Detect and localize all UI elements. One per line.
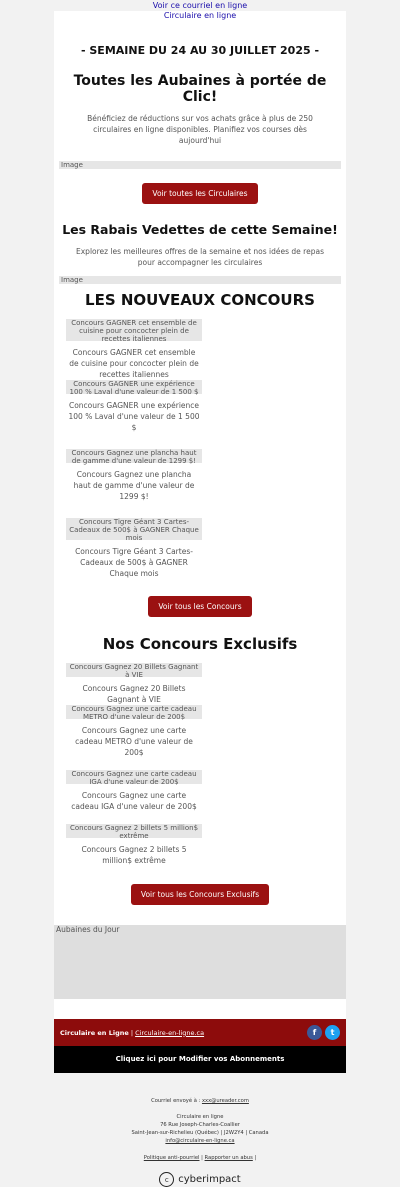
exclusif-text: Concours Gagnez une carte cadeau METRO d'une valeur de 200$ xyxy=(75,726,193,757)
intro-text: Bénéficiez de réductions sur vos achats grâce à plus de 250 circulaires en ligne disponibles. Planifiez vos courses dès aujourd'hui xyxy=(87,114,313,145)
exclusifs-title: Nos Concours Exclusifs xyxy=(102,635,298,653)
concours-item[interactable] xyxy=(66,518,202,579)
view-exclusifs-button[interactable]: Voir tous les Concours Exclusifs xyxy=(131,884,269,905)
exclusif-text: Concours Gagnez 2 billets 5 million$ extrême xyxy=(81,845,187,865)
company-name: Circulaire en ligne xyxy=(176,1114,224,1120)
footer-brand: Circulaire en Ligne xyxy=(60,1028,129,1037)
view-concours-button[interactable]: Voir tous les Concours xyxy=(148,596,251,617)
aubaines-image[interactable]: Aubaines du Jour xyxy=(54,925,346,999)
sent-to-line: Courriel envoyé à : xxx@ureader.com xyxy=(151,1098,249,1104)
view-online-link[interactable]: Voir ce courriel en ligne xyxy=(152,1,248,10)
sent-to-email[interactable]: xxx@ureader.com xyxy=(201,1098,249,1104)
main-title: Toutes les Aubaines à portée de Clic! xyxy=(73,73,327,105)
concours-image[interactable]: Concours GAGNER cet ensemble de cuisine pour concocter plein de recettes italiennes xyxy=(66,319,202,341)
concours-image[interactable]: Concours Tigre Géant 3 Cartes-Cadeaux de 500$ à GAGNER Chaque mois xyxy=(66,518,202,540)
concours-image[interactable]: Concours Gagnez une plancha haut de gamme d'une valeur de 1299 $! xyxy=(66,449,202,463)
logo[interactable]: Circulaire en ligne xyxy=(163,11,237,20)
exclusif-item[interactable] xyxy=(66,705,202,758)
view-circulars-button[interactable]: Voir toutes les Circulaires xyxy=(142,183,257,204)
top-bar xyxy=(0,0,400,11)
exclusif-text: Concours Gagnez une carte cadeau IGA d'une valeur de 200$ xyxy=(71,791,197,811)
concours-text: Concours GAGNER cet ensemble de cuisine pour concocter plein de recettes italiennes xyxy=(69,348,199,379)
legal-footer xyxy=(0,1097,400,1187)
exclusifs-grid xyxy=(54,663,346,866)
manage-subscriptions-link[interactable]: Cliquez ici pour Modifier vos Abonnements xyxy=(54,1046,346,1073)
legal-links: Politique anti-pourriel | Rapporter un abus | xyxy=(143,1155,257,1161)
concours-grid xyxy=(54,319,346,579)
concours-text: Concours GAGNER une expérience 100 % Laval d'une valeur de 1 500 $ xyxy=(68,401,200,432)
cyberimpact-logo[interactable] xyxy=(0,1172,400,1187)
exclusif-image[interactable]: Concours Gagnez une carte cadeau METRO d'une valeur de 200$ xyxy=(66,705,202,719)
rabais-title: Les Rabais Vedettes de cette Semaine! xyxy=(62,222,338,237)
report-link[interactable]: Rapporter un abus xyxy=(204,1155,253,1161)
concours-item[interactable] xyxy=(66,380,202,433)
concours-text: Concours Gagnez une plancha haut de gamme d'une valeur de 1299 $! xyxy=(73,470,195,501)
policy-link[interactable]: Politique anti-pourriel xyxy=(143,1155,200,1161)
company-city: Saint-Jean-sur-Richelieu (Québec) | J2W2Y4 | Canada xyxy=(131,1130,269,1136)
footer-brand-bar xyxy=(54,1019,346,1046)
rabais-text: Explorez les meilleures offres de la semaine et nos idées de repas pour accompagner les circulaires xyxy=(76,247,324,267)
company-street: 76 Rue Joseph-Charles-Coallier xyxy=(160,1122,240,1128)
concours-text: Concours Tigre Géant 3 Cartes-Cadeaux de 500$ à GAGNER Chaque mois xyxy=(75,547,193,578)
exclusif-text: Concours Gagnez 20 Billets Gagnant à VIE xyxy=(82,684,186,704)
footer-site-link[interactable]: Circulaire-en-ligne.ca xyxy=(135,1028,205,1037)
social-icons xyxy=(307,1025,340,1040)
footer-separator: | xyxy=(128,1028,136,1037)
concours-image[interactable]: Concours GAGNER une expérience 100 % Laval d'une valeur de 1 500 $ xyxy=(66,380,202,394)
concours-item[interactable] xyxy=(66,319,202,380)
concours-item[interactable] xyxy=(66,449,202,502)
cyberimpact-wordmark: cyberimpact xyxy=(178,1173,241,1185)
exclusif-item[interactable] xyxy=(66,770,202,812)
week-heading: - SEMAINE DU 24 AU 30 JUILLET 2025 - xyxy=(80,44,320,57)
company-email[interactable]: info@circulaire-en-ligne.ca xyxy=(165,1138,235,1144)
exclusif-image[interactable]: Concours Gagnez 2 billets 5 million$ extrême xyxy=(66,824,202,838)
rabais-image: Image xyxy=(59,276,341,284)
bottom-block xyxy=(54,925,346,1073)
exclusif-item[interactable] xyxy=(66,663,202,705)
email-container xyxy=(54,11,346,925)
twitter-icon[interactable]: t xyxy=(325,1025,340,1040)
exclusif-image[interactable]: Concours Gagnez une carte cadeau IGA d'une valeur de 200$ xyxy=(66,770,202,784)
facebook-icon[interactable]: f xyxy=(307,1025,322,1040)
hero-image: Image xyxy=(59,161,341,169)
cyberimpact-icon: c xyxy=(159,1172,174,1187)
exclusif-image[interactable]: Concours Gagnez 20 Billets Gagnant à VIE xyxy=(66,663,202,677)
exclusif-item[interactable] xyxy=(66,824,202,866)
concours-title: LES NOUVEAUX CONCOURS xyxy=(85,291,315,309)
